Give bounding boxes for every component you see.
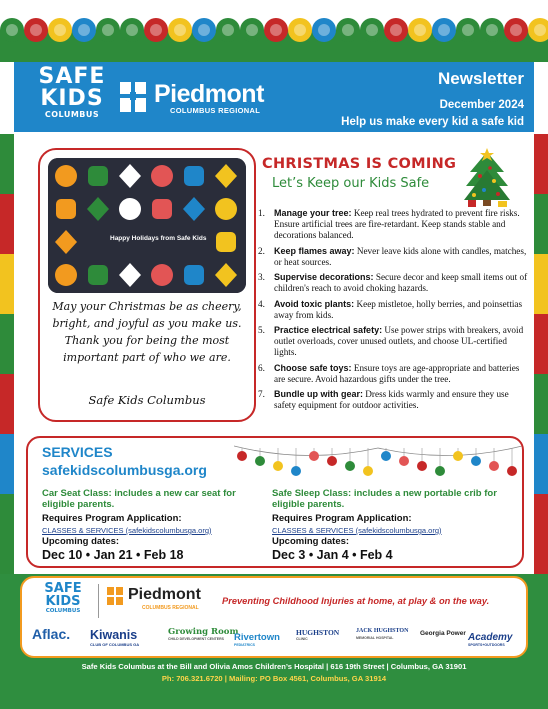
newsletter-title: Newsletter: [438, 69, 524, 88]
header-tagline: Help us make every kid a safe kid: [341, 116, 524, 128]
band-dot-highlight: [246, 24, 258, 36]
ornament-ball-icon: [489, 461, 499, 471]
services-title: SERVICES: [42, 444, 113, 460]
band-dot-highlight: [78, 24, 90, 36]
holiday-pattern-icon: [152, 199, 172, 219]
ornament-ball-icon: [291, 466, 301, 476]
holiday-pattern-icon: [151, 264, 173, 286]
list-item: 7. Bundle up with gear: Dress kids warmly and ensure they use safety equipment for outdoor activities.: [258, 389, 509, 410]
right-decorative-stripe: [534, 134, 548, 574]
left-decorative-stripe: [0, 134, 14, 574]
ornament-ball-icon: [327, 456, 337, 466]
kiwanis-logo: Kiwanis CLUB OF COLUMBUS GA: [90, 628, 140, 647]
band-dot-highlight: [126, 24, 138, 36]
top-decorative-band: [0, 0, 548, 62]
band-dot-highlight: [366, 24, 378, 36]
car-seat-dates: Dec 10 • Jan 21 • Feb 18: [42, 548, 184, 562]
holiday-pattern-icon: [88, 265, 108, 285]
holiday-pattern-icon: [88, 166, 108, 186]
classes-services-link[interactable]: CLASSES & SERVICES (safekidscolumbusga.org): [272, 526, 442, 535]
band-dot-highlight: [438, 24, 450, 36]
band-dot-highlight: [510, 24, 522, 36]
ornament-ball-icon: [435, 466, 445, 476]
safe-kids-logo: SAFE KIDS COLUMBUS: [44, 581, 82, 614]
christmas-title: CHRISTMAS IS COMING: [262, 156, 457, 172]
holiday-card-text: Happy Holidays from Safe Kids: [110, 235, 207, 242]
band-dot-highlight: [6, 24, 18, 36]
band-dot-highlight: [30, 24, 42, 36]
logo-divider: [98, 584, 99, 618]
holiday-message-card: [38, 148, 256, 422]
partners-tagline: Preventing Childhood Injuries at home, at play & on the way.: [222, 596, 490, 606]
ornament-ball-icon: [237, 451, 247, 461]
list-item: 6. Choose safe toys: Ensure toys are age-appropriate and batteries are secure. Avoid hazardous gifts under the tree.: [258, 362, 520, 384]
piedmont-mark-icon: [118, 80, 148, 114]
ornament-ball-icon: [399, 456, 409, 466]
ornament-ball-icon: [381, 451, 391, 461]
safe-kids-logo: SAFE KIDS COLUMBUS: [38, 64, 106, 119]
band-dot-highlight: [462, 24, 474, 36]
poem-signature: Safe Kids Columbus: [88, 393, 206, 407]
band-dot-highlight: [414, 24, 426, 36]
ornament-ball-icon: [507, 466, 517, 476]
band-dot-highlight: [390, 24, 402, 36]
safe-sleep-class: Safe Sleep Class: includes a new portable crib for eligible parents. Requires Program Application: CLASSES & SERVICES (safekidscolumbusga.org) Upcoming dates: Dec 3 • Jan 4 • Feb 4: [272, 488, 500, 562]
holiday-pattern-icon: [215, 198, 237, 220]
band-dot-highlight: [222, 24, 234, 36]
hughston-clinic-logo: HUGHSTON CLINIC: [296, 628, 340, 641]
ornament-ball-icon: [453, 451, 463, 461]
band-dot-highlight: [102, 24, 114, 36]
band-dot-highlight: [270, 24, 282, 36]
band-dot-highlight: [150, 24, 162, 36]
safe-sleep-dates: Dec 3 • Jan 4 • Feb 4: [272, 548, 393, 562]
holiday-pattern-icon: [55, 165, 77, 187]
growing-room-logo: Growing Room CHILD DEVELOPMENT CENTERS: [168, 627, 239, 641]
holiday-card-image: [48, 158, 246, 293]
band-dot-highlight: [342, 24, 354, 36]
holiday-poem: May your Christmas be as cheery, bright, and joyful as you make us. Thank you for being the most important part of who we are.: [52, 300, 242, 364]
georgia-power-logo: Georgia Power: [420, 630, 466, 637]
services-section: [26, 436, 524, 568]
ornament-ball-icon: [471, 456, 481, 466]
list-item: 5. Practice electrical safety: Use power strips with breakers, avoid outlet overloads, cover unused outlets, and choose UL-certified lights.: [258, 325, 524, 357]
jack-hughston-logo: JACK HUGHSTON MEMORIAL HOSPITAL: [356, 628, 409, 640]
christmas-tree-icon: [462, 148, 512, 208]
ornament-ball-icon: [255, 456, 265, 466]
list-item: 1. Manage your tree: Keep real trees hydrated to prevent fire risks. Ensure artificial trees are fire-retardant. Keep stands stable and decorations balanced.: [258, 208, 520, 240]
band-dot-highlight: [294, 24, 306, 36]
list-item: 4. Avoid toxic plants: Keep mistletoe, holly berries, and poinsettias away from kids.: [258, 298, 523, 320]
band-dot-highlight: [174, 24, 186, 36]
band-dot-highlight: [198, 24, 210, 36]
band-dot-highlight: [318, 24, 330, 36]
band-dot-highlight: [54, 24, 66, 36]
header-text: [341, 68, 524, 130]
holiday-pattern-icon: [151, 165, 173, 187]
ornaments-icon: [234, 442, 522, 482]
ornament-ball-icon: [345, 461, 355, 471]
services-url-link[interactable]: safekidscolumbusga.org: [42, 462, 207, 478]
partners-box: SAFE KIDS COLUMBUS Piedmont COLUMBUS REGIONAL Preventing Childhood Injuries at home, at play & on the way. Aflac. Kiwanis CLUB OF COLUMBUS GA Growing Room CHILD DEVELOPMENT CENTERS Rivertown PEDIATRICS HUGHSTON CLINIC JACK HUGHSTON MEMORIAL HOSPITAL Georgia Power Academy SPORTS+OUTDOORS: [20, 576, 528, 658]
band-dot-highlight: [534, 24, 546, 36]
ornament-ball-icon: [417, 461, 427, 471]
safety-tips-list: [258, 208, 528, 416]
ornament-ball-icon: [309, 451, 319, 461]
band-dot-highlight: [486, 24, 498, 36]
newsletter-header: SAFE KIDS COLUMBUS Piedmont COLUMBUS REGIONAL Newsletter December 2024 Help us make every kid a safe kid: [14, 62, 534, 132]
car-seat-class: Car Seat Class: includes a new car seat for eligible parents. Requires Program Application: CLASSES & SERVICES (safekidscolumbusga.org) Upcoming dates: Dec 10 • Jan 21 • Feb 18: [42, 488, 270, 562]
holiday-pattern-icon: [216, 232, 236, 252]
holiday-pattern-icon: [56, 199, 76, 219]
holiday-pattern-icon: [119, 198, 141, 220]
aflac-logo: Aflac.: [32, 626, 71, 642]
holiday-pattern-icon: [184, 166, 204, 186]
main-content: [14, 134, 534, 430]
piedmont-mark-icon: [106, 586, 124, 606]
footer-address: Safe Kids Columbus at the Bill and Olivia Amos Children’s Hospital | 616 19th Street | Columbus, GA 31901: [81, 662, 467, 671]
holiday-pattern-icon: [55, 264, 77, 286]
academy-logo: Academy SPORTS+OUTDOORS: [468, 632, 513, 647]
classes-services-link[interactable]: CLASSES & SERVICES (safekidscolumbusga.org): [42, 526, 212, 535]
list-item: 3. Supervise decorations: Secure decor and keep small items out of children's reach to avoid choking hazards.: [258, 272, 528, 293]
rivertown-logo: Rivertown PEDIATRICS: [234, 632, 280, 647]
ornament-ball-icon: [273, 461, 283, 471]
footer-contact: Ph: 706.321.6720 | Mailing: PO Box 4561, Columbus, GA 31914: [161, 674, 387, 683]
newsletter-date: December 2024: [439, 99, 524, 111]
list-item: 2. Keep flames away: Never leave kids alone with candles, matches, or heat sources.: [258, 245, 527, 267]
christmas-subtitle: Let’s Keep our Kids Safe: [272, 176, 430, 191]
holiday-pattern-icon: [184, 265, 204, 285]
ornament-ball-icon: [363, 466, 373, 476]
